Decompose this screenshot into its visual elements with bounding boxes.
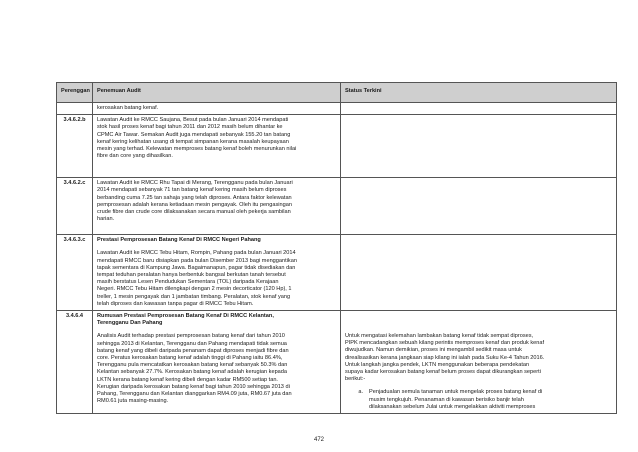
row-ref: 3.4.6.2.b (57, 115, 93, 178)
finding-text: Analisis Audit terhadap prestasi pemprosesan batang kenaf dari tahun 2010 sehingga 2013 di Kelantan, Terengganu dan Pahang mendapati tidak semua batang kenaf yang dibeli daripada penanam dapat diproses menjadi fibre dan core. Peratus kerosakan batang kenaf adalah tinggi di Pahang iaitu 86.4%, Terengganu pula mencatatkan kerosakan batang kenaf sebanyak 50.3% dan Kelantan sebanyak 27.7%. Kerosakan batang kenaf adalah kerugian kepada LKTN kerana batang kenaf kering dibeli dengan kadar RM500 setiap tan. Kerugian daripada kerosakan batang kenaf bagi tahun 2010 sehingga 2013 di Pahang, Terengganu dan Kelantan dianggarkan RM4.09 juta, RM0.67 juta dan RM0.61 juta masing-masing. (97, 333, 292, 405)
table-header-row (57, 83, 617, 103)
row-status (341, 115, 617, 178)
row-ref: 3.4.6.3.c (57, 235, 93, 311)
row-ref (57, 103, 93, 115)
status-text: Untuk mengatasi kelemahan lambakan batang kenaf tidak sempat diproses, PIPK mencadangkan sebuah kilang perintis memproses kenaf dan produk kenaf diwujudkan. Namun demikian, proses ini mengambil sedikit masa untuk direalisasikan kerana jangkaan siap kilang ini ialah pada Suku Ke-4 Tahun 2016. Untuk langkah jangka pendek, LKTN menggunakan beberapa pendekatan supaya kadar kerosakan batang kenaf belum proses dapat dikurangkan seperti berikut:- (345, 333, 545, 383)
row-ref: 3.4.6.2.c (57, 178, 93, 235)
finding-title: Prestasi Pemprosesan Batang Kenaf Di RMCC Negeri Pahang (97, 237, 261, 244)
table-row (57, 235, 617, 311)
row-finding (93, 178, 341, 235)
row-finding (93, 311, 341, 414)
row-ref: 3.4.6.4 (57, 311, 93, 414)
table-row (57, 178, 617, 235)
table-row (57, 115, 617, 178)
list-marker: a. (358, 389, 363, 396)
header-perenggan: Perenggan (57, 83, 93, 103)
row-status (341, 103, 617, 115)
finding-title: Rumusan Prestasi Pemprosesan Batang Kenaf Di RMCC Kelantan, Terengganu Dan Pahang (97, 313, 274, 327)
status-list-item (345, 389, 612, 411)
finding-text: kerosakan batang kenaf. (97, 105, 159, 111)
finding-text: Lawatan Audit ke RMCC Rhu Tapai di Merang, Terengganu pada bulan Januari 2014 mendapati sebanyak 71 tan batang kenaf kering masih belum diproses berbanding cuma 7.25 tan sahaja yang telah diproses. Antara faktor kelewatan pemprosesan adalah kerana ketiadaan mesin pengayak. Oleh itu pengasingan crude fibre dan crude core dilaksanakan secara manual oleh pekerja sambilan harian. (97, 180, 293, 223)
header-penemuan-audit: Penemuan Audit (93, 83, 341, 103)
audit-findings-table (56, 82, 617, 414)
list-text: Penjadualan semula tanaman untuk mengelak proses batang kenaf di musim tengkujuh. Penanaman di kawasan berisiko banjir telah dilaksanakan sebelum Julai untuk mengelakkan aktiviti memproses (369, 389, 543, 410)
page-number: 472 (313, 437, 324, 443)
row-finding (93, 115, 341, 178)
row-finding (93, 235, 341, 311)
finding-text: Lawatan Audit ke RMCC Saujana, Besut pada bulan Januari 2014 mendapati stok hasil proses kenaf bagi tahun 2011 dan 2012 masih belum dihantar ke CPMC Air Tawar. Semakan Audit juga mendapati sebanyak 155.20 tan batang kenaf kering kelihatan usang di tempat simpanan kerana masalah keupayaan mesin yang terhad. Kelewatan memproses batang kenaf boleh menurunkan nilai fibre dan core yang dihasilkan. (97, 117, 297, 160)
row-finding (93, 103, 341, 115)
row-status (341, 178, 617, 235)
header-status-terkini: Status Terkini (341, 83, 617, 103)
table-row (57, 311, 617, 414)
row-status (341, 311, 617, 414)
table-row (57, 103, 617, 115)
finding-text: Lawatan Audit ke RMCC Tebu Hitam, Rompin, Pahang pada bulan Januari 2014 mendapati RMCC baru disiapkan pada bulan Disember 2013 bagi menggantikan tapak sementara di Kampung Jawa. Bagaimanapun, pagar tidak disediakan dan tempat teduhan peralatan hanya berbentuk bangsal berkutan tanah tersebut masih berstatus Lesen Pendudukan Sementara (TOL) daripada Kerajaan Negeri. RMCC Tebu Hitam dilengkapi dengan 2 mesin decorticator (120 Hp), 1 treller, 1 mesin pengayak dan 1 jambatan timbang. Peralatan, stok kenaf yang telah diproses dan kawasan tanpa pagar di RMCC Tebu Hitam. (97, 250, 297, 307)
row-status (341, 235, 617, 311)
